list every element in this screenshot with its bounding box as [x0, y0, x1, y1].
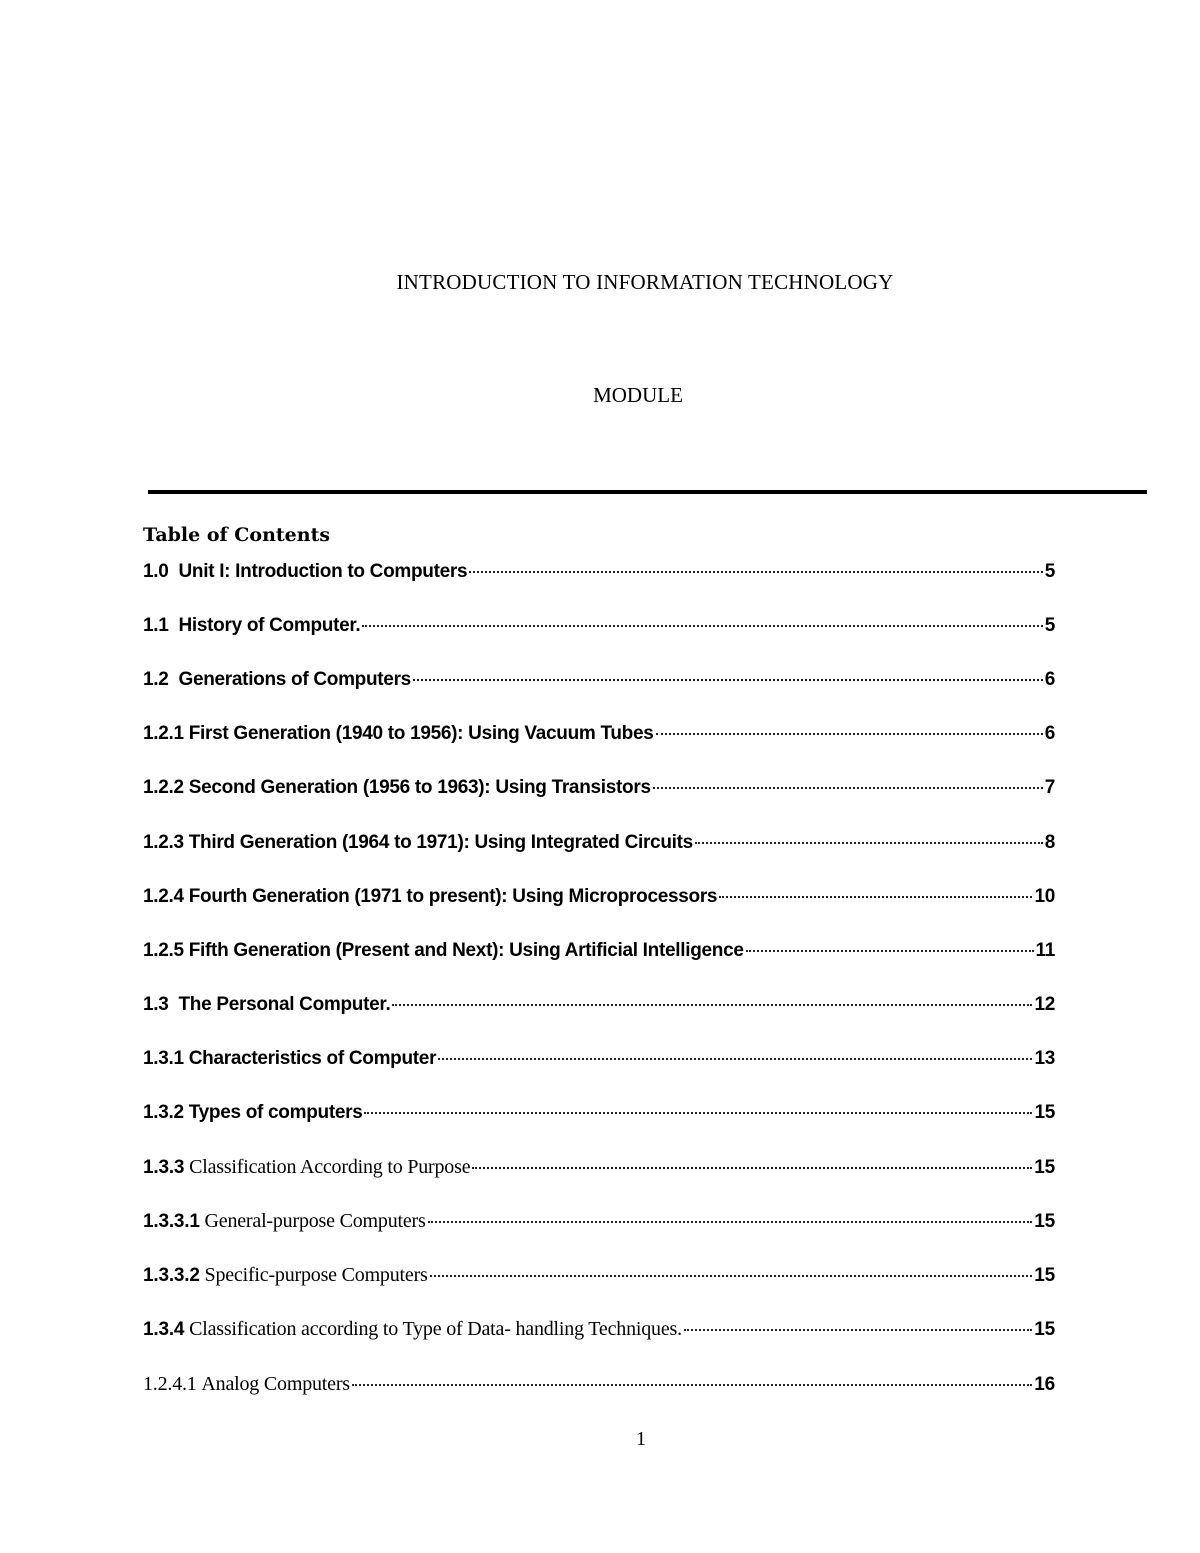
toc-entry[interactable]: [143, 664, 1055, 692]
toc-entry-page: 6: [1044, 669, 1055, 691]
toc-entry[interactable]: [143, 610, 1055, 638]
toc-dot-leader: [364, 1093, 1032, 1114]
toc-entry[interactable]: [143, 1313, 1055, 1341]
toc-dot-leader: [656, 714, 1043, 735]
toc-dot-leader: [653, 768, 1043, 789]
toc-dot-leader: [438, 1039, 1032, 1060]
toc-dot-leader: [392, 985, 1032, 1006]
toc-entry-number: 1.3: [143, 993, 169, 1015]
toc-entry-number: 1.3.3: [143, 1157, 185, 1179]
toc-entry-label: History of Computer.: [178, 615, 361, 637]
toc-entry[interactable]: [143, 718, 1055, 746]
toc-dot-leader: [362, 606, 1042, 627]
document-subtitle: MODULE: [593, 383, 683, 407]
toc-entry-number: 1.3.3.2: [143, 1265, 200, 1287]
toc-entry-label: First Generation (1940 to 1956): Using Vacuum Tubes: [188, 723, 654, 745]
toc-entry-number: 1.3.3.1: [143, 1211, 200, 1233]
toc-entry[interactable]: [143, 772, 1055, 800]
toc-entry[interactable]: [143, 1259, 1055, 1287]
toc-entry[interactable]: [143, 556, 1055, 584]
toc-entry[interactable]: [143, 1205, 1055, 1233]
toc-entry-page: 5: [1044, 561, 1055, 582]
toc-entry-label: Specific-purpose Computers: [204, 1264, 428, 1287]
toc-entry-number: 1.1: [143, 615, 169, 637]
document-title: INTRODUCTION TO INFORMATION TECHNOLOGY: [396, 270, 894, 294]
toc-dot-leader: [352, 1364, 1032, 1386]
toc-dot-leader: [413, 660, 1043, 681]
toc-entry-page: 11: [1035, 939, 1055, 961]
toc-entry-page: 15: [1034, 1211, 1055, 1233]
toc-entry-label: Fourth Generation (1971 to present): Using Microprocessors: [188, 885, 718, 907]
toc-dot-leader: [719, 877, 1032, 898]
toc-heading: Table of Contents: [143, 524, 331, 546]
toc-dot-leader: [746, 931, 1034, 952]
toc-dot-leader: [472, 1147, 1032, 1169]
toc-dot-leader: [469, 552, 1042, 573]
toc-entry-number: 1.3.2: [143, 1102, 184, 1123]
toc-dot-leader: [684, 1309, 1032, 1331]
horizontal-rule: [148, 490, 1147, 494]
toc-entry-page: 15: [1034, 1102, 1055, 1123]
page-number: 1: [636, 1428, 646, 1450]
toc-entry-label: Characteristics of Computer: [188, 1047, 437, 1069]
toc-entry-number: 1.2.5: [143, 939, 184, 961]
toc-entry-page: 8: [1044, 831, 1055, 853]
toc-entry-page: 6: [1044, 723, 1055, 745]
toc-entry-page: 15: [1034, 1157, 1055, 1179]
toc-entry[interactable]: [143, 827, 1055, 855]
toc-entry[interactable]: [143, 881, 1055, 909]
toc-entry-number: 1.2.3: [143, 831, 184, 853]
toc-entry[interactable]: [143, 1368, 1055, 1396]
toc-entry-number: 1.2.4: [143, 885, 184, 907]
toc-entry-number: 1.3.4: [143, 1319, 185, 1341]
toc-entry-label: Generations of Computers: [178, 669, 411, 691]
toc-entry-label: Analog Computers: [201, 1372, 350, 1395]
toc-dot-leader: [428, 1201, 1033, 1223]
toc-entry[interactable]: [143, 935, 1055, 963]
toc-entry-number: 1.2.2: [143, 777, 184, 799]
toc-dot-leader: [430, 1255, 1033, 1277]
toc-entry-label: Third Generation (1964 to 1971): Using Integrated Circuits: [188, 831, 693, 853]
toc-entry[interactable]: [143, 989, 1055, 1017]
toc-entry-page: 5: [1044, 615, 1055, 637]
toc-entry-number: 1.3.1: [143, 1047, 184, 1069]
toc-entry-page: 10: [1034, 885, 1055, 907]
toc-entry-label: General-purpose Computers: [204, 1210, 426, 1233]
toc-entry-page: 15: [1034, 1319, 1055, 1341]
toc-entry-page: 12: [1034, 993, 1055, 1015]
toc-entry[interactable]: [143, 1097, 1055, 1125]
toc-entry-number: 1.2: [143, 669, 169, 691]
toc-entry-number: 1.2.1: [143, 723, 184, 745]
toc-entry-label: Types of computers: [188, 1102, 363, 1123]
toc-entry-page: 7: [1044, 777, 1055, 799]
toc-entry-label: Classification according to Type of Data- handling Techniques.: [189, 1318, 682, 1341]
toc-dot-leader: [695, 823, 1043, 844]
toc-entry-label: Unit I: Introduction to Computers: [178, 561, 468, 582]
toc-entry-label: Fifth Generation (Present and Next): Using Artificial Intelligence: [188, 939, 744, 961]
toc-entry[interactable]: [143, 1151, 1055, 1179]
toc-entry-number: 1.2.4.1: [143, 1372, 197, 1395]
toc-entry[interactable]: [143, 1043, 1055, 1071]
toc-entry-label: Second Generation (1956 to 1963): Using Transistors: [188, 777, 651, 799]
toc-entry-number: 1.0: [143, 561, 169, 582]
toc-entry-page: 13: [1034, 1047, 1055, 1069]
toc-entry-page: 16: [1034, 1373, 1055, 1395]
toc-entry-label: Classification According to Purpose: [189, 1156, 471, 1179]
toc-entry-label: The Personal Computer.: [178, 993, 391, 1015]
toc-entry-page: 15: [1034, 1265, 1055, 1287]
